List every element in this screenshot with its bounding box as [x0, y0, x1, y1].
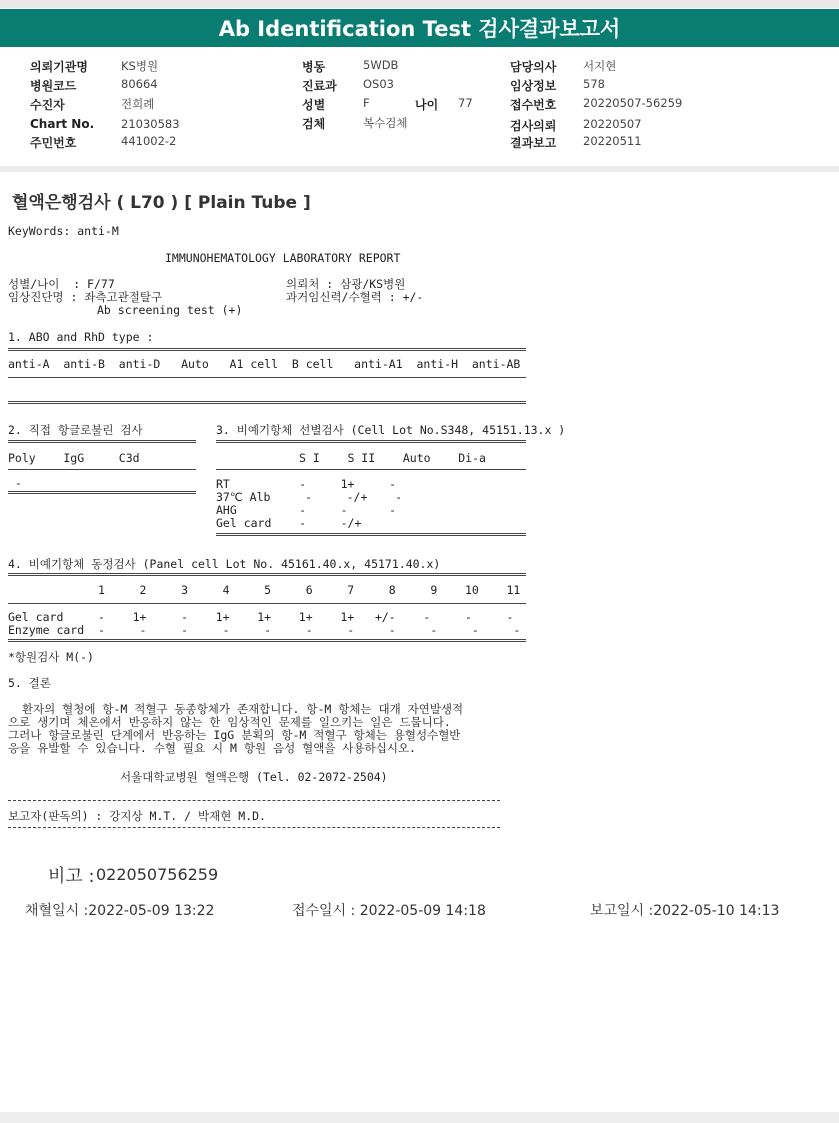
- note-value: 022050756259: [96, 865, 219, 884]
- hospital-name-value: KS병원: [121, 59, 159, 73]
- conclusion-title: 5. 결론: [8, 676, 51, 690]
- chart-no-value: 21030583: [121, 117, 180, 131]
- dat-rule-mid: [8, 469, 196, 470]
- panel-rule-mid: [8, 603, 526, 604]
- requester-line: 의뢰처 : 삼광/KS병원: [286, 277, 406, 291]
- screening-line: Ab screening test (+): [97, 303, 243, 317]
- resident-no-label: 주민번호: [30, 136, 77, 150]
- abo-rule-mid: [8, 377, 526, 378]
- conclusion-line-4: 응을 유발할 수 있습니다. 수혈 필요 시 M 항원 음성 혈액을 사용하십시오.: [8, 741, 416, 755]
- specimen-label: 검체: [302, 117, 326, 131]
- dat-section-title: 2. 직접 항글로불린 검사: [8, 423, 143, 437]
- request-date-label: 검사의뢰: [510, 119, 557, 133]
- sex-value: F: [363, 96, 370, 110]
- conclusion-line-2: 으로 생기며 체온에서 반응하지 않는 한 임상적인 문제를 일으키는 일은 드뭅니다.: [8, 715, 451, 729]
- age-value: 77: [458, 96, 473, 110]
- screening-row-gel: Gel card - -/+: [216, 516, 362, 530]
- top-border: [0, 0, 839, 8]
- doctor-value: 서지현: [583, 59, 617, 73]
- screening-row-ahg: AHG - - -: [216, 503, 397, 517]
- screening-section-title: 3. 비예기항체 선별검사 (Cell Lot No.S348, 45151.13.x ): [216, 423, 566, 437]
- hospital-code-value: 80664: [121, 77, 158, 91]
- clinical-info-label: 임상정보: [510, 79, 557, 93]
- screening-rule-top: [216, 440, 526, 443]
- panel-headers: 1 2 3 4 5 6 7 8 9 10 11: [8, 583, 521, 597]
- result-date-value: 20220511: [583, 134, 642, 148]
- panel-row-gel: Gel card - 1+ - 1+ 1+ 1+ 1+ +/- - - -: [8, 610, 514, 624]
- result-date-label: 결과보고: [510, 136, 557, 150]
- panel-row-enzyme: Enzyme card - - - - - - - - - - -: [8, 623, 521, 637]
- hospital-code-label: 병원코드: [30, 79, 77, 93]
- reporter: 보고자(판독의) : 강지상 M.T. / 박재현 M.D.: [8, 809, 266, 823]
- conclusion-line-3: 그러나 항글로불린 단계에서 반응하는 IgG 분획의 항-M 적혈구 항체는 용혈성수혈반: [8, 728, 461, 742]
- screening-headers: S I S II Auto Di-a: [299, 451, 486, 465]
- specimen-value: 복수검체: [363, 116, 408, 130]
- section-title: 혈액은행검사 ( L70 ) [ Plain Tube ]: [12, 193, 311, 213]
- department-label: 진료과: [302, 79, 337, 93]
- abo-rule-top: [8, 348, 526, 351]
- note-label: 비고 :: [48, 866, 95, 887]
- sex-label: 성별: [302, 98, 326, 112]
- dat-rule-top: [8, 440, 196, 443]
- lab-report-title: IMMUNOHEMATOLOGY LABORATORY REPORT: [165, 251, 401, 265]
- dat-headers: Poly IgG C3d: [8, 451, 140, 465]
- panel-rule-top: [8, 573, 526, 576]
- age-label: 나이: [415, 98, 439, 112]
- reported-datetime: 보고일시 :2022-05-10 14:13: [590, 903, 780, 919]
- ward-value: 5WDB: [363, 58, 399, 72]
- dat-values: -: [8, 476, 22, 490]
- request-date-value: 20220507: [583, 117, 642, 131]
- screening-row-alb: 37℃ Alb - -/+ -: [216, 490, 403, 504]
- doctor-label: 담당의사: [510, 60, 557, 74]
- keywords: KeyWords: anti-M: [8, 224, 119, 238]
- sex-age-line: 성별/나이 : F/77: [8, 277, 115, 291]
- header-separator: [0, 166, 839, 172]
- reporter-rule-top: [8, 800, 500, 801]
- panel-rule-bottom: [8, 639, 526, 642]
- history-line: 과거임신력/수혈력 : +/-: [286, 290, 424, 304]
- patient-name-label: 수진자: [30, 98, 65, 112]
- patient-info-header: [0, 50, 839, 165]
- conclusion-line-1: 환자의 혈청에 항-M 적혈구 동종항체가 존재합니다. 항-M 항체는 대개 자연발생적: [8, 702, 464, 716]
- abo-rule-bottom: [8, 401, 526, 404]
- bottom-border: [0, 1112, 839, 1123]
- patient-name-value: 전희례: [121, 97, 155, 111]
- ward-label: 병동: [302, 60, 326, 74]
- hospital-name-label: 의뢰기관명: [30, 60, 88, 74]
- received-datetime: 접수일시 : 2022-05-09 14:18: [292, 903, 486, 919]
- antigen-test: *항원검사 M(-): [8, 650, 94, 664]
- screening-rule-bottom: [216, 533, 526, 536]
- clinical-info-value: 578: [583, 77, 605, 91]
- screening-row-rt: RT - 1+ -: [216, 477, 397, 491]
- diagnosis-line: 임상진단명 : 좌측고관절탈구: [8, 290, 163, 304]
- dat-rule-bottom: [8, 491, 196, 494]
- abo-section-title: 1. ABO and RhD type :: [8, 330, 154, 344]
- report-title-bar: [0, 9, 839, 47]
- chart-no-label: Chart No.: [30, 117, 95, 131]
- signature-org: 서울대학교병원 혈액은행 (Tel. 02-2072-2504): [120, 770, 388, 784]
- panel-section-title: 4. 비예기항체 동정검사 (Panel cell Lot No. 45161.40.x, 45171.40.x): [8, 557, 441, 571]
- abo-headers: anti-A anti-B anti-D Auto A1 cell B cell anti-A1 anti-H anti-AB: [8, 357, 521, 371]
- reporter-rule-bottom: [8, 827, 500, 828]
- screening-rule-mid: [216, 469, 526, 470]
- collected-datetime: 채혈일시 :2022-05-09 13:22: [25, 903, 215, 919]
- resident-no-value: 441002-2: [121, 134, 177, 148]
- department-value: OS03: [363, 77, 394, 91]
- receipt-no-label: 접수번호: [510, 98, 557, 112]
- receipt-no-value: 20220507-56259: [583, 96, 683, 110]
- report-title: Ab Identification Test 검사결과보고서: [218, 17, 621, 41]
